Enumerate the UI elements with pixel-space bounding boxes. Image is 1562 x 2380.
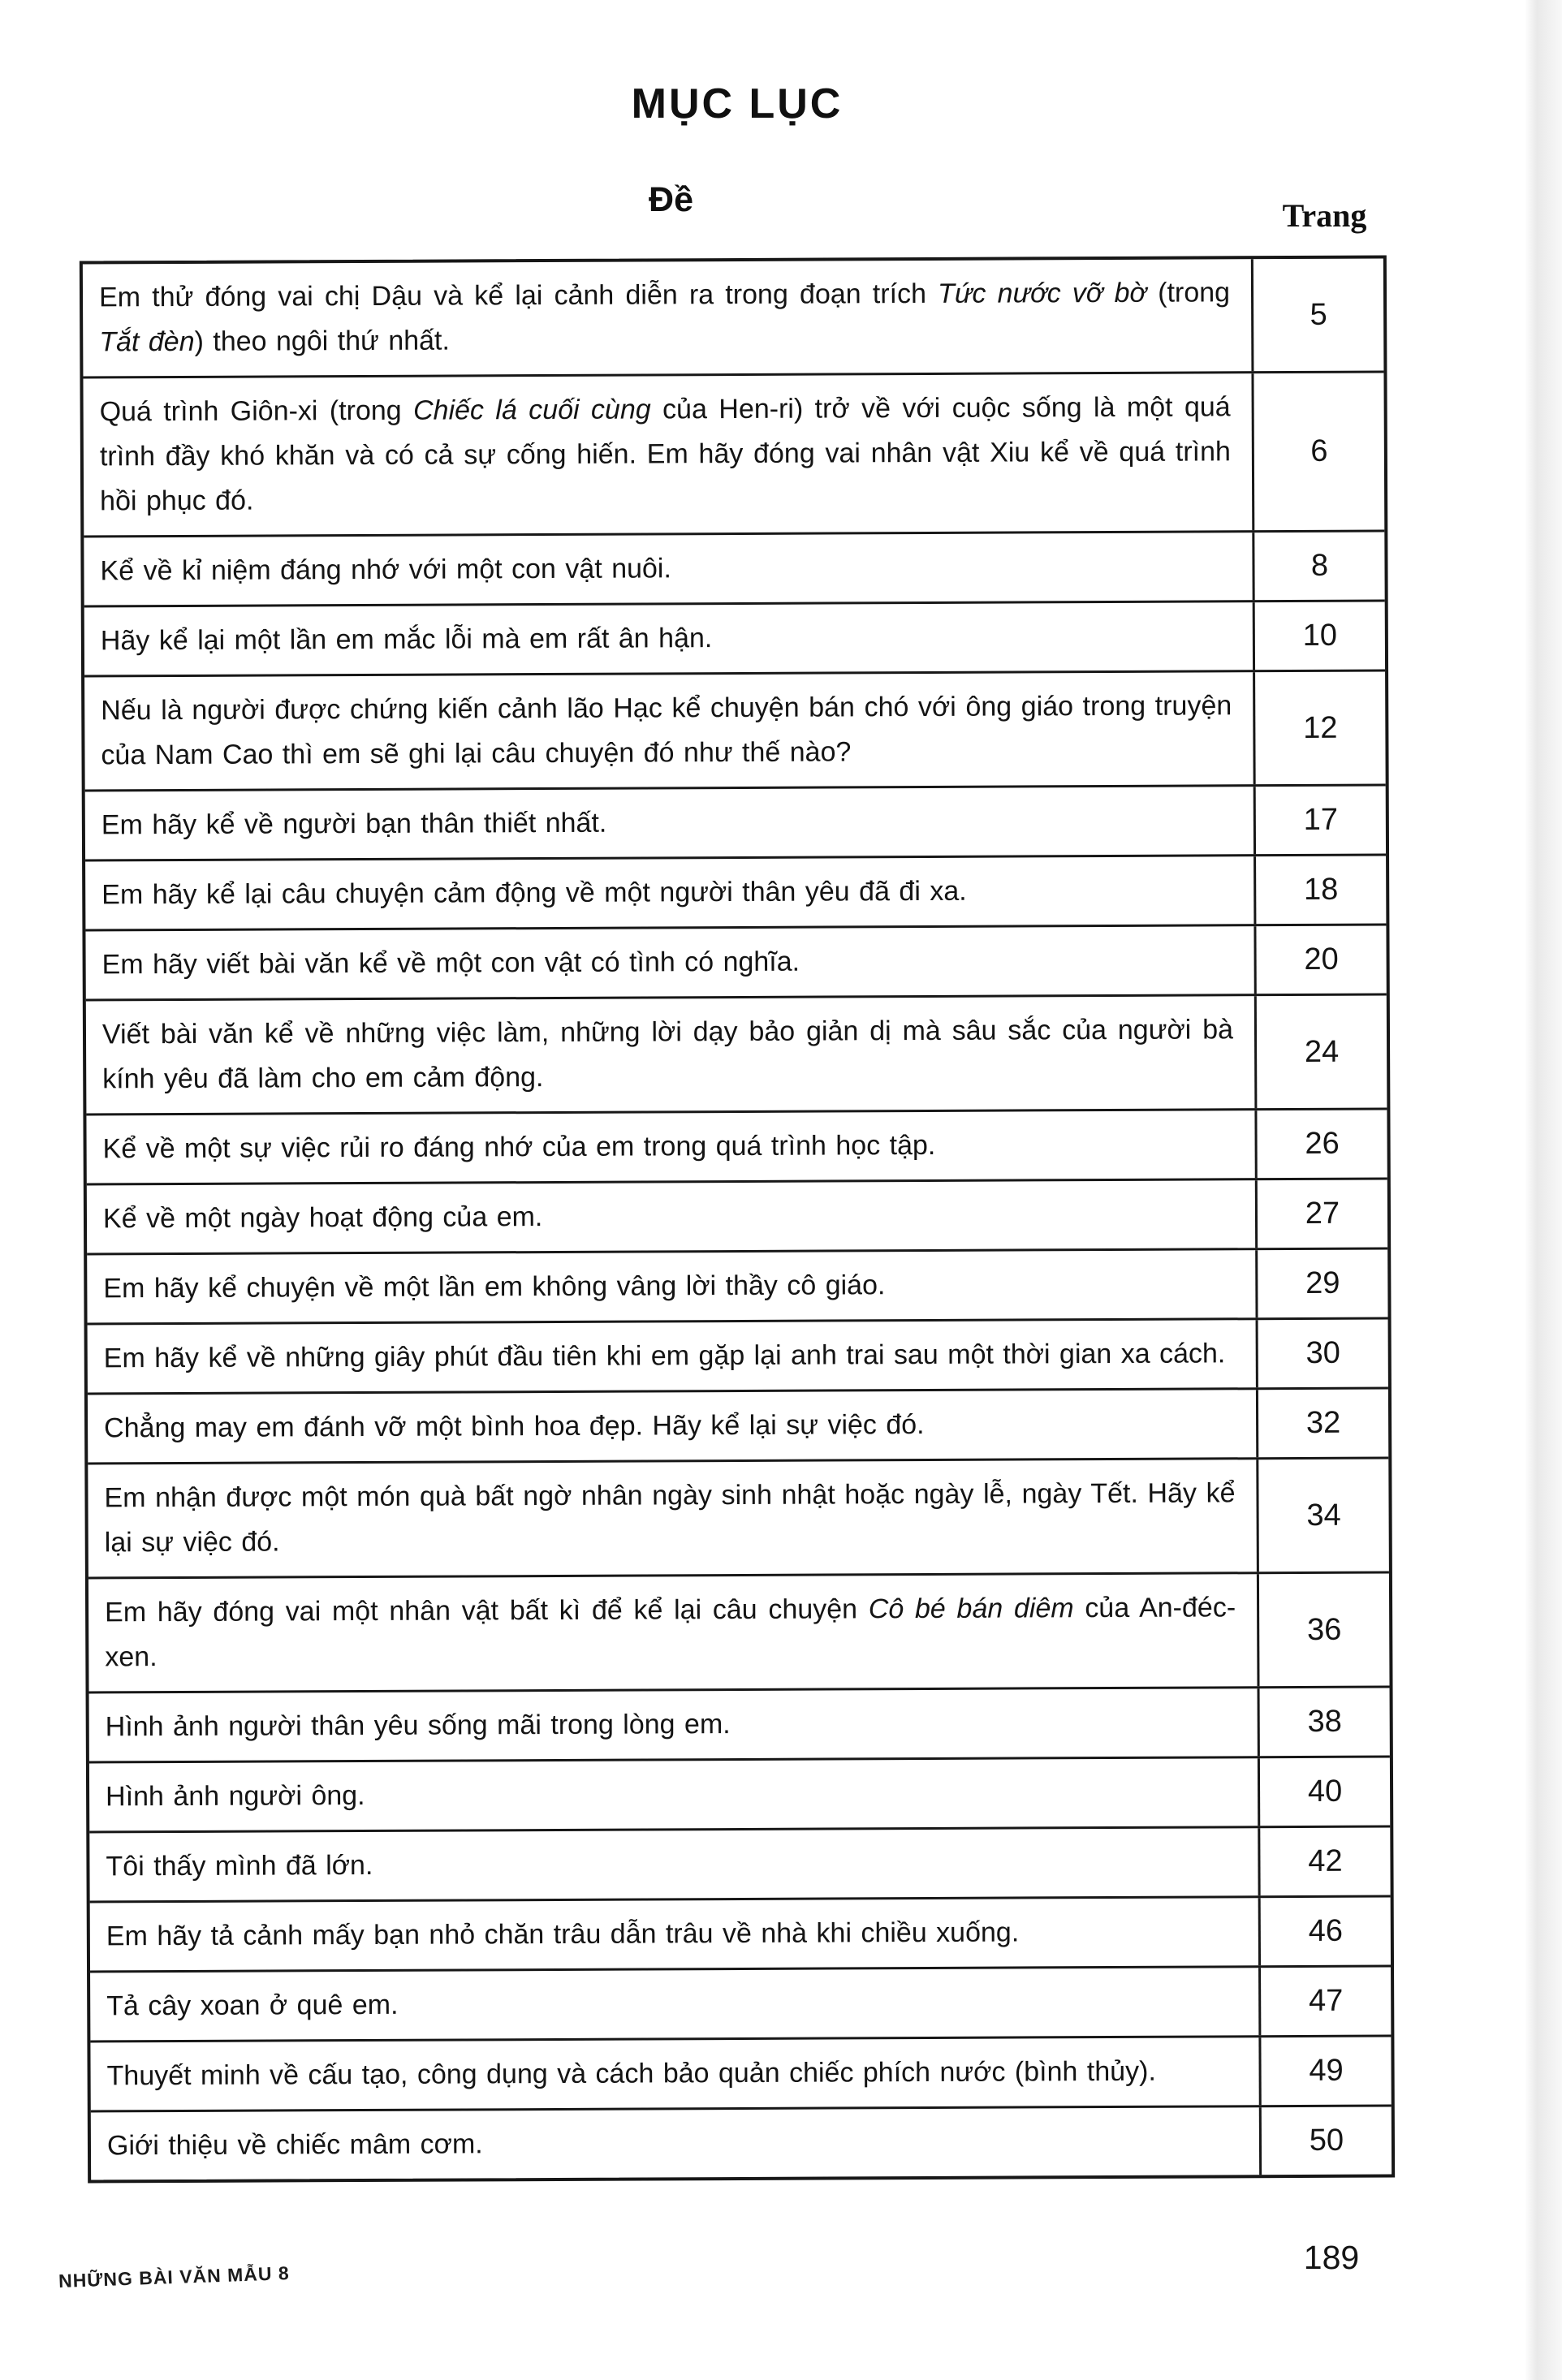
toc-row bbox=[90, 1895, 1391, 1970]
toc-page-number: 34 bbox=[1256, 1459, 1389, 1572]
toc-topic-text: Em hãy viết bài văn kể về một con vật có tình có nghĩa. bbox=[101, 946, 800, 981]
toc-page-number: 8 bbox=[1252, 532, 1384, 601]
toc-topic-text: Thuyết minh về cấu tạo, công dụng và cách bảo quản chiếc phích nước (bình thủy). bbox=[106, 2055, 1156, 2092]
toc-page-number: 30 bbox=[1256, 1320, 1388, 1388]
toc-page-number: 6 bbox=[1251, 373, 1384, 531]
toc-table bbox=[80, 255, 1395, 2183]
toc-page-number: 46 bbox=[1258, 1897, 1391, 1965]
toc-row bbox=[88, 1457, 1389, 1577]
toc-page-number: 29 bbox=[1255, 1250, 1387, 1318]
toc-row bbox=[84, 530, 1384, 606]
toc-topic-text: Quá trình Giôn-xi (trong Chiếc lá cuối cùng của Hen-ri) trở về với cuộc sống là một quá trình đầy khó khăn và có cả sự cống hiến. Em hãy đóng vai nhân vật Xiu kể về quá trình hồi phục đó. bbox=[99, 391, 1231, 517]
toc-row bbox=[85, 854, 1386, 929]
toc-topic-text: Kể về một ngày hoạt động của em. bbox=[102, 1201, 543, 1235]
toc-page-number: 10 bbox=[1253, 602, 1385, 670]
toc-topic-text: Em hãy đóng vai một nhân vật bất kì để kể lại câu chuyện Cô bé bán diêm của An-đéc-xen. bbox=[105, 1592, 1236, 1673]
toc-row bbox=[89, 1685, 1390, 1761]
toc-page-number: 49 bbox=[1258, 2037, 1391, 2105]
toc-row bbox=[88, 1317, 1388, 1393]
column-header-topic: Đề bbox=[649, 180, 693, 219]
toc-page-number: 40 bbox=[1258, 1757, 1390, 1826]
toc-topic-text: Tôi thấy mình đã lớn. bbox=[106, 1849, 373, 1882]
toc-page-number: 26 bbox=[1254, 1110, 1387, 1179]
toc-page-number: 47 bbox=[1258, 1967, 1391, 2035]
toc-page-number: 42 bbox=[1258, 1827, 1390, 1895]
page-title: MỤC LỤC bbox=[631, 80, 844, 127]
toc-row bbox=[87, 1248, 1387, 1323]
toc-topic-text: Em nhận được một món quà bất ngờ nhân ngày sinh nhật hoặc ngày lễ, ngày Tết. Hãy kể lại sự việc đó. bbox=[104, 1477, 1236, 1559]
toc-row bbox=[90, 2034, 1391, 2110]
footer-folio-number: 189 bbox=[1303, 2239, 1360, 2276]
toc-page-number: 36 bbox=[1257, 1574, 1390, 1687]
toc-topic-text: Em hãy tả cảnh mấy bạn nhỏ chăn trâu dẫn trâu về nhà khi chiều xuống. bbox=[106, 1917, 1020, 1952]
toc-row bbox=[91, 2104, 1392, 2180]
toc-row bbox=[84, 670, 1386, 790]
toc-row bbox=[86, 1108, 1387, 1184]
toc-page-number: 5 bbox=[1251, 259, 1384, 372]
toc-page-number: 24 bbox=[1254, 996, 1387, 1109]
toc-row bbox=[85, 924, 1386, 999]
toc-row bbox=[87, 1178, 1387, 1253]
toc-topic-text: Em hãy kể chuyện về một lần em không vâng lời thầy cô giáo. bbox=[103, 1270, 886, 1304]
toc-row bbox=[89, 1825, 1390, 1900]
toc-page-number: 50 bbox=[1259, 2106, 1392, 2175]
toc-topic-text: Hình ảnh người thân yêu sống mãi trong lòng em. bbox=[105, 1709, 731, 1743]
toc-page-number: 38 bbox=[1258, 1688, 1390, 1756]
toc-topic-text: Hãy kể lại một lần em mắc lỗi mà em rất ân hận. bbox=[100, 623, 713, 657]
toc-topic-text: Em hãy kể về những giây phút đầu tiên khi em gặp lại anh trai sau một thời gian xa cách. bbox=[103, 1338, 1226, 1374]
toc-row bbox=[90, 1964, 1391, 2040]
toc-topic-text: Viết bài văn kể về những việc làm, những lời dạy bảo giản dị mà sâu sắc của người bà kính yêu đã làm cho em cảm động. bbox=[101, 1014, 1234, 1095]
toc-topic-text: Kể về kỉ niệm đáng nhớ với một con vật nuôi. bbox=[100, 553, 671, 587]
toc-topic-text: Kể về một sự việc rủi ro đáng nhớ của em trong quá trình học tập. bbox=[102, 1129, 936, 1165]
column-header-page: Trang bbox=[1282, 197, 1367, 234]
toc-row bbox=[83, 371, 1384, 536]
toc-row bbox=[89, 1755, 1390, 1830]
toc-page-number: 20 bbox=[1253, 926, 1386, 994]
toc-topic-text: Em thử đóng vai chị Dậu và kể lại cảnh diễn ra trong đoạn trích Tức nước vỡ bờ (trong Tắt đèn) theo ngôi thứ nhất. bbox=[98, 277, 1231, 358]
toc-row bbox=[85, 784, 1386, 860]
toc-topic-text: Em hãy kể về người bạn thân thiết nhất. bbox=[101, 807, 607, 841]
toc-page-number: 17 bbox=[1253, 787, 1386, 855]
footer-book-title: NHỮNG BÀI VĂN MẪU 8 bbox=[58, 2262, 291, 2292]
toc-row bbox=[88, 1387, 1388, 1463]
toc-topic-text: Tả cây xoan ở quê em. bbox=[106, 1989, 399, 2022]
toc-topic-text: Nếu là người được chứng kiến cảnh lão Hạc kể chuyện bán chó với ông giáo trong truyện của Nam Cao thì em sẽ ghi lại câu chuyện đó như thế nào? bbox=[101, 690, 1232, 771]
toc-topic-text: Hình ảnh người ông. bbox=[106, 1780, 365, 1813]
toc-page-number: 18 bbox=[1253, 856, 1386, 925]
toc-row bbox=[88, 1572, 1390, 1692]
toc-topic-text: Chẳng may em đánh vỡ một bình hoa đẹp. Hãy kể lại sự việc đó. bbox=[104, 1408, 925, 1444]
toc-row bbox=[86, 994, 1387, 1114]
toc-row bbox=[84, 600, 1385, 675]
toc-page-number: 32 bbox=[1256, 1390, 1388, 1458]
toc-page-number: 27 bbox=[1255, 1180, 1387, 1248]
toc-topic-text: Giới thiệu về chiếc mâm cơm. bbox=[106, 2128, 483, 2162]
toc-page-number: 12 bbox=[1253, 672, 1386, 785]
toc-topic-text: Em hãy kể lại câu chuyện cảm động về một người thân yêu đã đi xa. bbox=[101, 875, 967, 911]
toc-row bbox=[83, 259, 1384, 377]
